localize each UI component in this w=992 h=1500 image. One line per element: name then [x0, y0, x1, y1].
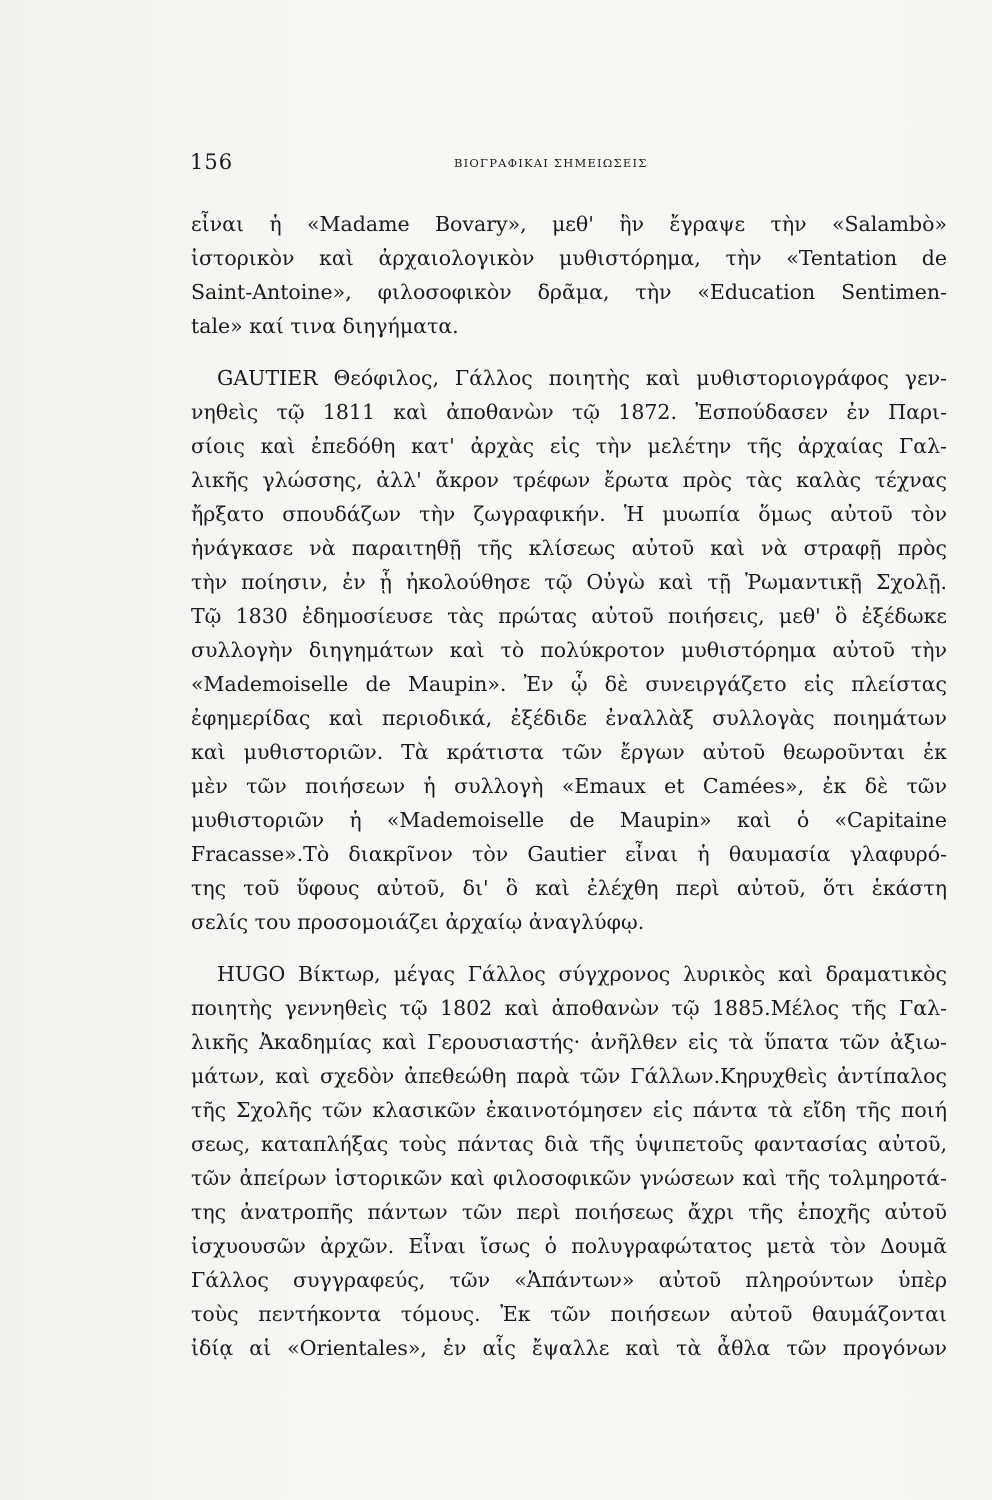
text-line: της ἀνατροπῆς πάντων τῶν περὶ ποιήσεως ἄχρι τῆς ἐποχῆς αὐτοῦ — [191, 1200, 947, 1224]
text-line: συλλογὴν διηγημάτων καὶ τὸ πολύκροτον μυθιστόρημα αὐτοῦ τὴν — [191, 638, 947, 662]
text-line: μάτων, καὶ σχεδὸν ἀπεθεώθη παρὰ τῶν Γάλλων.Κηρυχθεὶς ἀντίπαλος — [191, 1064, 947, 1088]
text-line: ποιητὴς γεννηθεὶς τῷ 1802 καὶ ἀποθανὼν τῷ 1885.Μέλος τῆς Γαλ- — [191, 996, 947, 1020]
text-line: HUGO Βίκτωρ, μέγας Γάλλος σύγχρονος λυρικὸς καὶ δραματικὸς — [217, 962, 947, 986]
text-line: εἶναι ἡ «Madame Bovary», μεθ' ἣν ἔγραψε τὴν «Salambò» — [191, 212, 947, 236]
text-line: μὲν τῶν ποιήσεων ἡ συλλογὴ «Emaux et Camées», ἐκ δὲ τῶν — [191, 774, 947, 798]
text-line: τὴν ποίησιν, ἐν ᾗ ἠκολούθησε τῷ Οὐγὼ καὶ τῇ Ῥωμαντικῇ Σχολῇ. — [191, 570, 947, 594]
text-line: Τῷ 1830 ἐδημοσίευσε τὰς πρώτας αὐτοῦ ποιήσεις, μεθ' ὃ ἐξέδωκε — [191, 604, 947, 628]
page-number: 156 — [190, 150, 234, 174]
text-line: Saint-Antoine», φιλοσοφικὸν δρᾶμα, τὴν «Education Sentimen- — [191, 280, 947, 304]
text-line: Fracasse».Τὸ διακρῖνον τὸν Gautier εἶναι ἡ θαυμασία γλαφυρό- — [191, 842, 947, 866]
text-line: λικῆς γλώσσης, ἀλλ' ἄκρον τρέφων ἔρωτα πρὸς τὰς καλὰς τέχνας — [191, 468, 947, 492]
text-line: ἠνάγκασε νὰ παραιτηθῇ τῆς κλίσεως αὐτοῦ καὶ νὰ στραφῇ πρὸς — [191, 536, 947, 560]
text-line: καὶ μυθιστοριῶν. Τὰ κράτιστα τῶν ἔργων αὐτοῦ θεωροῦνται ἐκ — [191, 740, 947, 764]
text-line: GAUTIER Θεόφιλος, Γάλλος ποιητὴς καὶ μυθιστοριογράφος γεν- — [217, 366, 947, 390]
text-line: τῶν ἀπείρων ἱστορικῶν καὶ φιλοσοφικῶν γνώσεων καὶ τῆς τολμηροτά- — [191, 1166, 947, 1190]
page-header — [190, 150, 950, 178]
text-line: ἰδίᾳ αἱ «Orientales», ἐν αἷς ἔψαλλε καὶ τὰ ἆθλα τῶν προγόνων — [191, 1336, 947, 1360]
text-line: σεως, καταπλήξας τοὺς πάντας διὰ τῆς ὑψιπετοῦς φαντασίας αὐτοῦ, — [191, 1132, 947, 1156]
text-line: ἤρξατο σπουδάζων τὴν ζωγραφικήν. Ἡ μυωπία ὅμως αὐτοῦ τὸν — [191, 502, 947, 526]
text-line: ἱστορικὸν καὶ ἀρχαιολογικὸν μυθιστόρημα, τὴν «Tentation de — [191, 246, 947, 270]
text-line: σίοις καὶ ἐπεδόθη κατ' ἀρχὰς εἰς τὴν μελέτην τῆς ἀρχαίας Γαλ- — [191, 434, 947, 458]
text-line: μυθιστοριῶν ἡ «Mademoiselle de Maupin» καὶ ὁ «Capitaine — [191, 808, 947, 832]
text-line: σελίς του προσομοιάζει ἀρχαίῳ ἀναγλύφῳ. — [191, 910, 645, 934]
text-line: νηθεὶς τῷ 1811 καὶ ἀποθανὼν τῷ 1872. Ἐσπούδασεν ἐν Παρι- — [191, 400, 947, 424]
running-head: ΒΙΟΓΡΑΦΙΚΑΙ ΣΗΜΕΙΩΣΕΙΣ — [454, 156, 648, 170]
text-line: τῆς Σχολῆς τῶν κλασικῶν ἐκαινοτόμησεν εἰς πάντα τὰ εἴδη τῆς ποιή — [191, 1098, 947, 1122]
text-line: της τοῦ ὕφους αὐτοῦ, δι' ὃ καὶ ἐλέχθη περὶ αὐτοῦ, ὅτι ἑκάστη — [191, 876, 947, 900]
text-line: tale» καί τινα διηγήματα. — [191, 314, 459, 338]
text-line: ἐφημερίδας καὶ περιοδικά, ἐξέδιδε ἐναλλὰξ συλλογὰς ποιημάτων — [191, 706, 947, 730]
text-line: «Mademoiselle de Maupin». Ἐν ᾧ δὲ συνειργάζετο εἰς πλείστας — [191, 672, 947, 696]
text-line: ἰσχυουσῶν ἀρχῶν. Εἶναι ἴσως ὁ πολυγραφώτατος μετὰ τὸν Δουμᾶ — [191, 1234, 947, 1258]
text-line: τοὺς πεντήκοντα τόμους. Ἐκ τῶν ποιήσεων αὐτοῦ θαυμάζονται — [191, 1302, 947, 1326]
text-line: λικῆς Ἀκαδημίας καὶ Γερουσιαστής· ἀνῆλθεν εἰς τὰ ὕπατα τῶν ἀξιω- — [191, 1030, 947, 1054]
text-line: Γάλλος συγγραφεύς, τῶν «Ἁπάντων» αὐτοῦ πληρούντων ὑπὲρ — [191, 1268, 947, 1292]
